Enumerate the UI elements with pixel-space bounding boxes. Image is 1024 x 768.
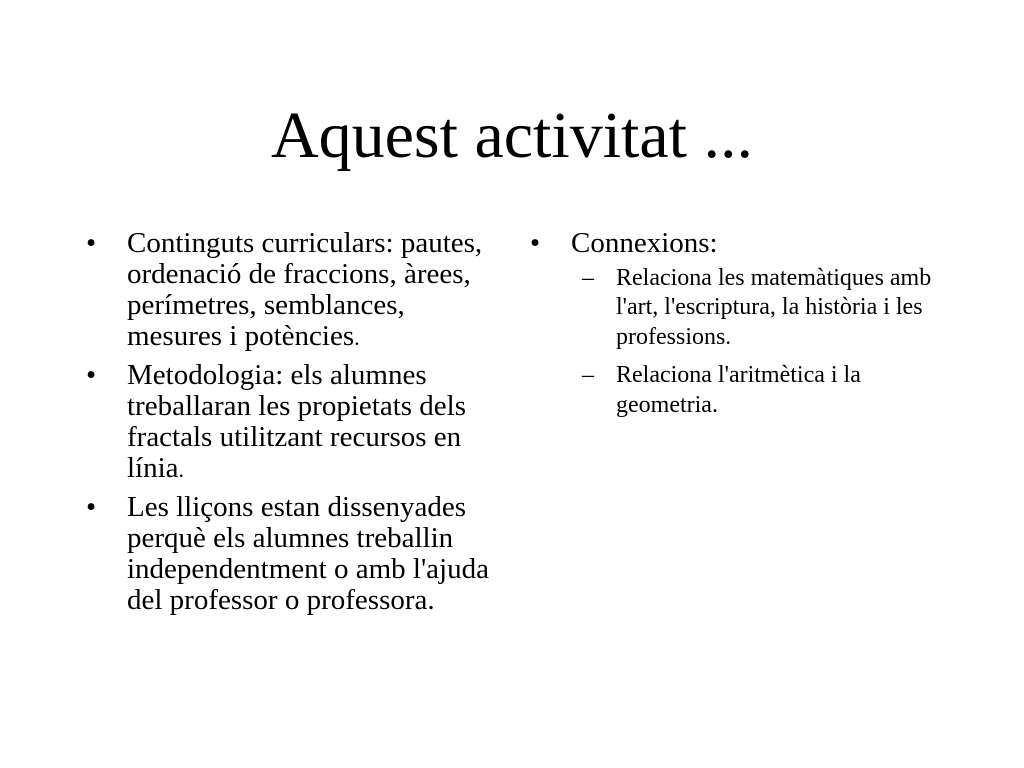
list-item	[530, 228, 950, 420]
bullet-trailing-period: .	[178, 457, 185, 482]
bullet-icon: •	[86, 491, 97, 523]
bullet-text: Les lliçons estan dissenyades perquè els alumnes treballin independentment o amb l'ajuda del professor o professora.	[127, 491, 489, 616]
sub-item-text: Relaciona les matemàtiques amb l'art, l'escriptura, la història i les professions	[616, 265, 932, 350]
sub-item-text: Relaciona l'aritmètica i la geometria.	[616, 362, 861, 418]
list-item	[86, 360, 498, 485]
dash-icon: –	[582, 362, 594, 388]
bullet-icon: •	[530, 227, 541, 259]
right-bullet-list	[530, 228, 950, 429]
bullet-icon: •	[86, 227, 97, 259]
left-bullet-list	[86, 228, 498, 624]
bullet-text: Metodologia: els alumnes treballaran les propietats dels fractals utilitzant recursos en línia	[127, 359, 467, 484]
bullet-trailing-period: .	[354, 325, 360, 350]
list-item	[86, 492, 498, 617]
connexions-heading: Connexions:	[571, 227, 718, 259]
connexions-sub-list	[571, 264, 950, 420]
sub-list-item	[571, 264, 950, 352]
bullet-icon: •	[86, 359, 97, 391]
sub-list-item	[571, 361, 950, 420]
list-item	[86, 228, 498, 353]
dash-icon: –	[582, 265, 594, 291]
sub-item-trailing-period: .	[725, 324, 731, 349]
slide-title: Aquest activitat ...	[270, 99, 754, 172]
bullet-text: Continguts curriculars: pautes, ordenació de fraccions, àrees, perímetres, semblances, mesures i potències	[127, 227, 483, 352]
